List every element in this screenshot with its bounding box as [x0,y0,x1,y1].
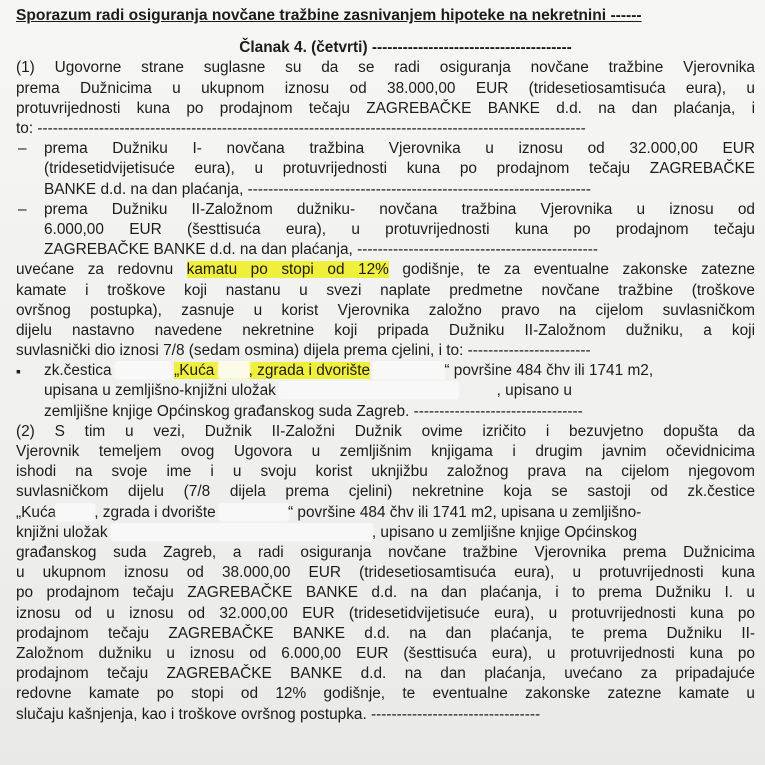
p1-line: protuvrijednosti kuna po prodajnom tečaju ZAGREBAČKE BANKE d.d. na dan plaćanja, i [16,99,755,117]
highlighted-interest-rate: kamatu po stopi od 12% [186,261,389,279]
p2-line: prodajnom tečaju ZAGREBAČKE BANKE d.d. na dan plaćanja, te prema Dužniku II- [16,624,755,642]
dash2-line: ZAGREBAČKE BANKE d.d. na dan plaćanja, ----------------------------------------------- [44,241,598,259]
dash1-line: (tridesetidvijetisuće eura), u protuvrijednosti kuna po prodajnom tečaju ZAGREBAČKE [44,160,755,178]
paragraph-1 [16,58,755,139]
p2-line: (2) S tim u vezi, Dužnik II-Založni Dužnik ovime izričito i bezuvjetno dopušta da [16,422,755,440]
redacted-area [219,362,249,378]
p2-line: suvlasničkom dijelu (7/8 dijela prema cjelini) nekretnine koja se sastoji od zk.čestice [16,483,755,501]
list-item-debtor-1 [16,139,755,200]
redacted-area [220,504,288,520]
p1-line: (1) Ugovorne strane suglasne su da se radi osiguranja novčane tražbine Vjerovnika [16,59,755,77]
paragraph-1-continued [16,281,755,362]
p2-line: u ukupnom iznosu od 38.000,00 EUR (tridesetiosamtisuća eura), u protuvrijednosti kuna [16,564,755,582]
p2-line: slučaju kašnjenja, kao i troškove ovršnog postupka. --------------------------------- [16,705,541,723]
interest-line: uvećane za redovnu kamatu po stopi od 12% godišnje, te za eventualne zakonske zatezne [16,261,755,279]
dash2-line: 6.000,00 EUR (šesttisuća eura), u protuvrijednosti kuna po prodajnom tečaju [44,220,755,238]
redacted-area [112,524,372,540]
parcel-line: zk.čestica „Kuća , zgrada i dvorište “ površine 484 čhv ili 1741 m2, [44,362,654,380]
p2-line: iznosu od u iznosu od 32.000,00 EUR (tridesetidvijetisuće eura), u protuvrijednosti kuna po [16,604,755,622]
parcel-line: upisana u zemljišno-knjižni uložak , upisano u [44,382,572,400]
dash-marker: – [18,200,27,218]
p2-line: građanskog suda Zagreb, a radi osiguranja novčane tražbine Vjerovnika prema Dužnicima [16,544,755,562]
p1-line: prema Dužnicima u ukupnom iznosu od 38.000,00 EUR (tridesetiosamtisuća eura), u [16,79,755,97]
p1b-line: dijelu nastavno navedene nekretnine koji pripada Dužniku II-Založnom dužniku, a koji [16,321,755,339]
article-heading: Članak 4. (četvrti) --------------------------------------- [239,39,572,57]
parcel-list-item [16,361,755,422]
document-title: Sporazum radi osiguranja novčane tražbine zasnivanjem hipoteke na nekretnini ------ [16,7,642,24]
redacted-area [116,362,170,378]
redacted-area [280,382,458,398]
parcel-line: zemljišne knjige Općinskog građanskog suda Zagreb. --------------------------------- [44,402,583,420]
dash1-line: BANKE d.d. na dan plaćanja, ------------------------------------------------------------------- [44,180,592,198]
p1b-line: suvlasnički dio iznosi 7/8 (sedam osmina) dijela prema cjelini, i to: ------------------------ [16,342,591,360]
p2-line: ishodi na svoje ime i u svoju korist uknjižbu založnog prava na cijelom njegovom [16,463,755,481]
redacted-area [56,504,94,520]
p1b-line: ovršnog postupka), zasnuje u korist Vjerovnika založno pravo na cijelom suvlasničkom [16,301,755,319]
p1b-line: kamate i troškove koji nastanu u svezi naplate predmetne novčane tražbine (troškove [16,281,755,299]
p2-line: Založnom dužniku u iznosu od 6.000,00 EUR (šesttisuća eura), u protuvrijednosti kuna po [16,644,755,662]
dash-marker: – [18,140,27,158]
list-item-debtor-2 [16,200,755,261]
p2-line: prodajnom tečaju ZAGREBAČKE BANKE d.d. na dan plaćanja, uvećano za pripadajuće [16,665,755,683]
dash2-line: prema Dužniku II-Založnom dužniku- novčana tražbina Vjerovnika u iznosu od [44,200,755,218]
p2-line: „Kuća , zgrada i dvorište “ površine 484 čhv ili 1741 m2, upisana u zemljišno- [16,503,642,521]
square-bullet-icon: ▪ [16,363,21,380]
p2-line: knjižni uložak , upisano u zemljišne knjige Općinskog [16,523,638,541]
redacted-area [374,362,444,378]
paragraph-2 [16,422,755,725]
highlighted-parcel-name: „Kuća , zgrada i dvorište [174,362,371,380]
p1-line: to: ----------------------------------------------------------------------------------------------------------- [16,119,586,137]
p2-line: Vjerovnik temeljem ovog Ugovora u zemljišnim knjigama i drugim javnim očevidnicima [16,443,755,461]
dash1-line: prema Dužniku I- novčana tražbina Vjerovnika u iznosu od 32.000,00 EUR [44,140,755,158]
p2-line: redovne kamate po stopi od 12% godišnje, te eventualne zakonske zatezne kamate u [16,685,755,703]
p2-line: po prodajnom tečaju ZAGREBAČKE BANKE d.d. na dan plaćanja, i to prema Dužniku I. u [16,584,755,602]
